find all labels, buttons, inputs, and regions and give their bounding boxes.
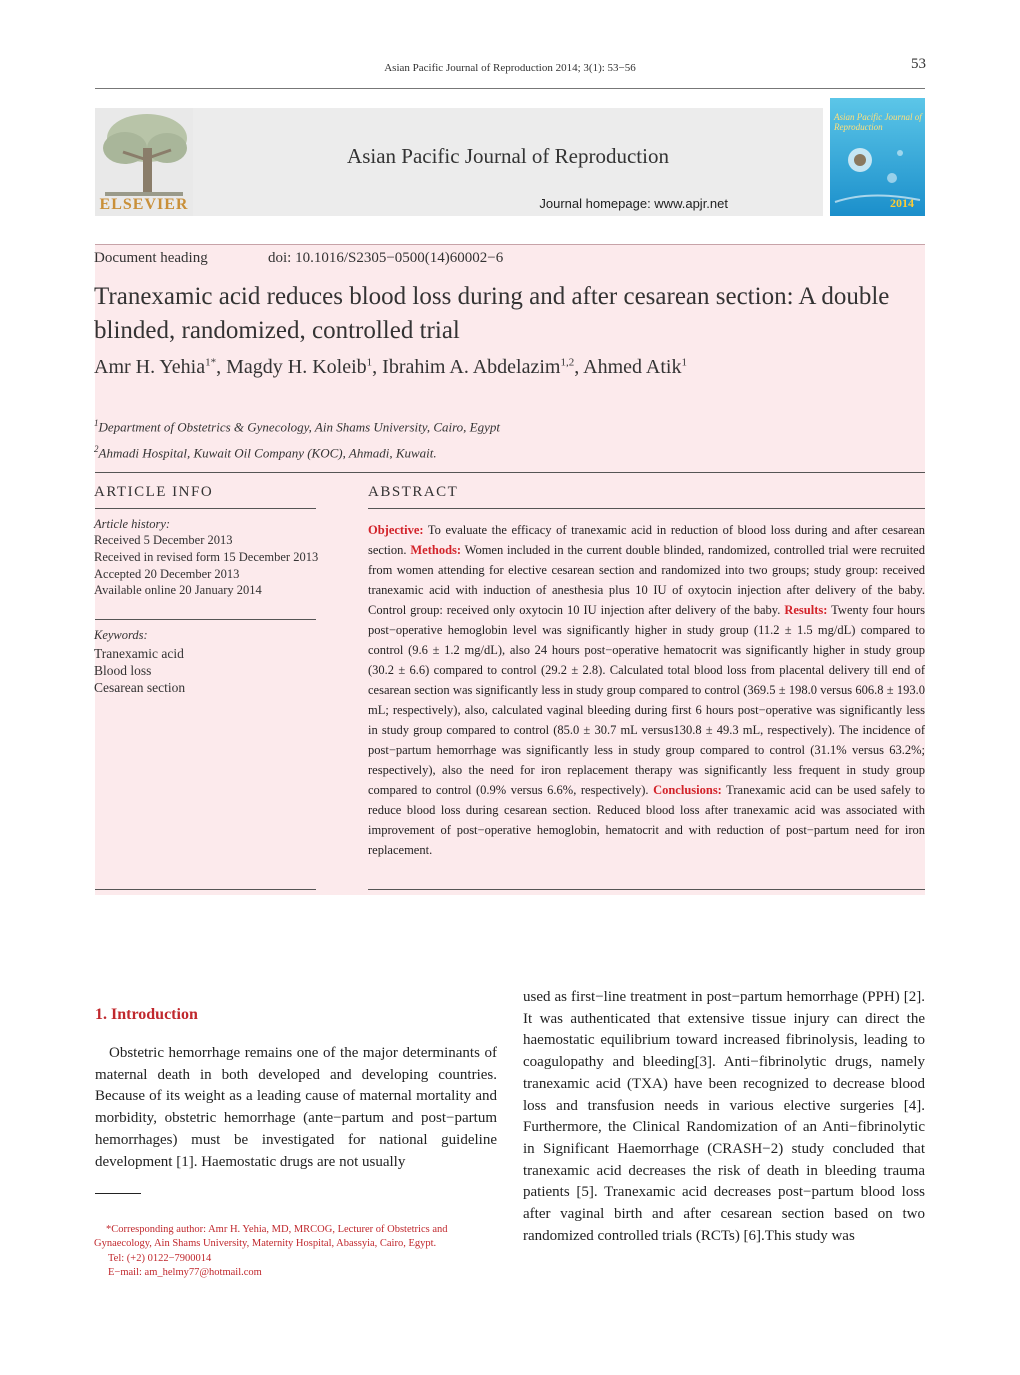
methods-text: Women included in the current double blinded, randomized, controlled trial were recruited from women attending for elective cesarean section and randomized into two groups; study group: received tranexamic acid with induction of anesthesia plus 10 IU of oxytocin injection after delivery of the baby. Control group: received only oxytocin 10 IU injection after delivery of the baby. [368, 543, 925, 617]
article-top-rule [95, 244, 925, 245]
divider [95, 508, 316, 509]
author-affil-sup: 1 [366, 356, 373, 369]
author-name: Magdy H. Koleib [226, 356, 367, 378]
author-affil-sup: 1 [681, 356, 687, 369]
affiliation-2 [94, 444, 924, 461]
elsevier-wordmark: ELSEVIER [99, 196, 189, 213]
author-name: Ibrahim A. Abdelazim [382, 356, 561, 378]
affil-text: Department of Obstetrics & Gynecology, Ain Shams University, Cairo, Egypt [98, 419, 501, 435]
doi[interactable]: doi: 10.1016/S2305−0500(14)60002−6 [268, 250, 504, 266]
history-item: Available online 20 January 2014 [94, 583, 262, 597]
author-affil-sup: 1* [205, 356, 217, 369]
divider [368, 508, 925, 509]
author-separator: , [216, 356, 227, 378]
author-list [94, 356, 924, 379]
affiliation-1 [94, 418, 924, 435]
author-name: Ahmed Atik [583, 356, 682, 378]
abstract-heading: ABSTRACT [368, 484, 459, 500]
intro-heading: 1. Introduction [95, 1006, 198, 1023]
divider [95, 472, 925, 473]
intro-column-left: Obstetric hemorrhage remains one of the major determinants of maternal death in both developed and developing countries. Because of its weight as a leading cause of maternal mortality and morbidity, obstetric hemorrhage (ante−partum and post−partum hemorrhages) must be investigated for national guideline development [1]. Haemostatic drugs are not usually [95, 1045, 497, 1170]
journal-cover-image [830, 98, 925, 216]
abstract-body [368, 520, 925, 860]
author-separator: , [372, 356, 383, 378]
history-label: Article history: [94, 517, 171, 531]
running-head: Asian Pacific Journal of Reproduction 2014; 3(1): 53−56 [384, 62, 636, 74]
results-label: Results: [784, 603, 828, 617]
cover-year: 2014 [890, 196, 914, 210]
affil-sup: 1 [94, 418, 99, 428]
keyword-item: Tranexamic acid [94, 646, 184, 661]
history-item: Accepted 20 December 2013 [94, 567, 240, 581]
affil-sup: 2 [94, 444, 99, 454]
document-heading: Document heading [94, 250, 208, 266]
author-affil-sup: 1,2 [560, 356, 575, 369]
footnote-email[interactable]: E−mail: am_helmy77@hotmail.com [108, 1267, 262, 1278]
affil-text: Ahmadi Hospital, Kuwait Oil Company (KOC), Ahmadi, Kuwait. [98, 445, 437, 461]
cover-title: Asian Pacific Journal of Reproduction [834, 112, 922, 132]
article-info-heading: ARTICLE INFO [94, 484, 214, 500]
corresponding-author: *Corresponding author: Amr H. Yehia, MD, MRCOG, Lecturer of Obstetrics and Gynaecology, Ain Shams University, Maternity Hospital, Abassyia, Cairo, Egypt. [94, 1224, 448, 1249]
author-name: Amr H. Yehia [94, 356, 206, 378]
footnote-tel: Tel: (+2) 0122−7900014 [108, 1253, 212, 1264]
keywords-label: Keywords: [94, 628, 148, 642]
journal-name: Asian Pacific Journal of Reproduction [347, 144, 669, 168]
objective-text: To evaluate the efficacy of tranexamic acid in reduction of blood loss during and after cesarean section. [368, 523, 925, 557]
divider [95, 619, 316, 620]
author-separator: , [574, 356, 584, 378]
tree-icon [95, 108, 193, 200]
history-item: Received 5 December 2013 [94, 533, 233, 547]
keyword-item: Blood loss [94, 663, 152, 678]
elsevier-logo [95, 108, 193, 216]
objective-label: Objective: [368, 523, 424, 537]
page-number: 53 [911, 56, 926, 72]
divider [95, 889, 316, 890]
history-item: Received in revised form 15 December 2013 [94, 550, 319, 564]
keyword-item: Cesarean section [94, 680, 186, 695]
conclusions-text: Tranexamic acid can be used safely to reduce blood loss during cesarean section. Reduced blood loss after tranexamic acid was associated with improvement of post−operative hemoglobin, hematocrit and with reduction of post−partum need for iron replacement. [368, 783, 926, 857]
banner-center [193, 108, 823, 216]
results-text: Twenty four hours post−operative hemoglobin level was significantly higher in study group (11.2 ± 1.5 mg/dL) compared to control (9.6 ± 1.2 mg/dL), also 24 hours post−operative hematocrit was significantly higher in study group (30.2 ± 6.6) compared to control (29.2 ± 2.8). Calculated total blood loss from placental delivery till end of cesarean section was significantly less in study group compared to control (369.5 ± 198.0 versus 606.8 ± 193.0 mL; respectively), also, calculated vaginal bleeding during first 6 hours post−operative was significantly less in study group compared to control (85.0 ± 30.7 mL versus130.8 ± 49.3 mL, respectively). The incidence of post−partum hemorrhage was significantly less in study group compared to control (31.1% versus 63.2%; respectively), also the need for iron replacement therapy was significantly less frequent in study group compared to control (0.9% versus 6.6%, respectively). [368, 603, 926, 797]
journal-homepage[interactable]: Journal homepage: www.apjr.net [539, 196, 728, 211]
header-rule [95, 88, 925, 89]
methods-label: Methods: [410, 543, 462, 557]
article-title: Tranexamic acid reduces blood loss during and after cesarean section: A double blinded, randomized, controlled trial [94, 283, 890, 344]
intro-column-right: used as first−line treatment in post−partum hemorrhage (PPH) [2]. It was authenticated that extensive tissue injury can direct the haemostatic equilibrium toward increased fibrinolysis, leading to coagulopathy and bleeding[3]. Anti−fibrinolytic drugs, namely tranexamic acid (TXA) have been recognized to decrease blood loss and transfusion needs in various elective surgeries [4]. Furthermore, the Clinical Randomization of an Anti−fibrinolytic in Significant Haemorrhage (CRASH−2) study concluded that tranexamic acid decreases the risk of death in bleeding trauma patients [5]. Tranexamic acid decreases post−partum blood loss after vaginal birth and after cesarean section based on two randomized controlled trials (RCTs) [6].This study was [523, 989, 925, 1244]
footnote-rule [95, 1193, 141, 1194]
divider [368, 889, 925, 890]
journal-banner [95, 108, 925, 216]
conclusions-label: Conclusions: [653, 783, 722, 797]
